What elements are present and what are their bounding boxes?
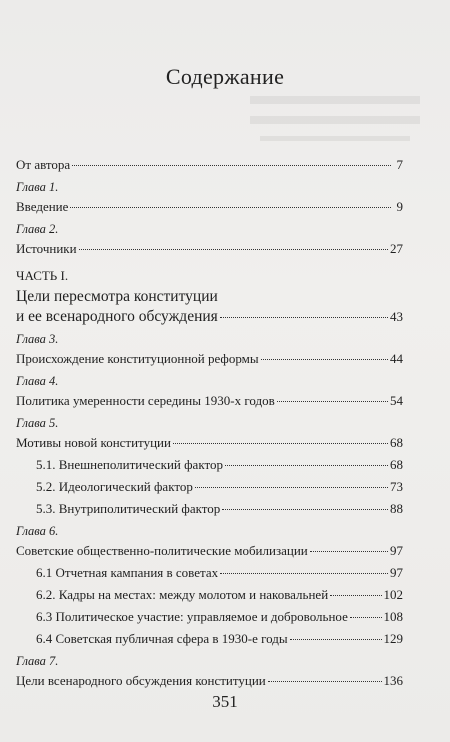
dot-leader: [79, 248, 388, 250]
toc-entry-section-6-2[interactable]: [16, 587, 403, 609]
toc-entry-label: Мотивы новой конституции: [16, 435, 171, 450]
toc-entry-chapter-1[interactable]: [16, 199, 403, 221]
toc-entry-label: 5.1. Внешнеполитический фактор: [36, 457, 223, 472]
toc-entry-page: 102: [383, 587, 403, 602]
dot-leader: [70, 206, 391, 208]
toc-entry-label: 5.2. Идеологический фактор: [36, 479, 193, 494]
dot-leader: [220, 316, 388, 318]
toc-entry-chapter-3[interactable]: [16, 351, 403, 373]
part-title-line: Цели пересмотра конституции: [16, 288, 218, 305]
page-title: Содержание: [165, 64, 285, 89]
dot-leader: [310, 550, 388, 552]
part-title: [16, 287, 403, 307]
table-of-contents: [16, 157, 403, 695]
toc-entry-page: 7: [396, 157, 403, 172]
part-heading: ЧАСТЬ I.: [16, 268, 69, 283]
toc-entry-page: 68: [390, 435, 403, 450]
chapter-heading: Глава 5.: [16, 416, 59, 430]
toc-entry-page: 43: [390, 309, 403, 324]
dot-leader: [290, 638, 382, 640]
toc-entry-page: 129: [383, 631, 403, 646]
toc-entry-label: Советские общественно-политические мобилизации: [16, 543, 308, 558]
chapter-heading: Глава 6.: [16, 524, 59, 538]
dot-leader: [261, 358, 388, 360]
bleed-through-mark: [250, 96, 420, 104]
part-title-line: и ее всенародного обсуждения: [16, 308, 218, 325]
toc-entry-section-5-2[interactable]: [16, 479, 403, 501]
toc-entry-chapter-5[interactable]: [16, 435, 403, 457]
toc-entry-page: 27: [390, 241, 403, 256]
toc-entry-author[interactable]: [16, 157, 403, 179]
toc-entry-section-6-1[interactable]: [16, 565, 403, 587]
toc-entry-page: 97: [390, 565, 403, 580]
toc-entry-section-6-4[interactable]: [16, 631, 403, 653]
dot-leader: [195, 486, 388, 488]
toc-entry-page: 136: [383, 673, 403, 688]
toc-entry-page: 44: [390, 351, 403, 366]
toc-entry-chapter-4[interactable]: [16, 393, 403, 415]
toc-entry-label: Введение: [16, 199, 69, 214]
toc-entry-label: Политика умеренности середины 1930-х годов: [16, 393, 275, 408]
dot-leader: [225, 464, 388, 466]
chapter-heading: Глава 2.: [16, 222, 59, 236]
toc-entry-label: 6.1 Отчетная кампания в советах: [36, 565, 219, 580]
toc-entry-chapter-6[interactable]: [16, 543, 403, 565]
dot-leader: [72, 164, 391, 166]
toc-entry-section-5-1[interactable]: [16, 457, 403, 479]
toc-entry-page: 97: [390, 543, 403, 558]
dot-leader: [350, 616, 382, 618]
toc-entry-section-5-3[interactable]: [16, 501, 403, 523]
toc-entry-label: 6.2. Кадры на местах: между молотом и наковальней: [36, 587, 329, 602]
chapter-heading: Глава 4.: [16, 374, 59, 388]
bleed-through-mark: [260, 136, 410, 141]
dot-leader: [268, 680, 382, 682]
toc-entry-part-1[interactable]: [16, 307, 403, 331]
dot-leader: [173, 442, 388, 444]
dot-leader: [222, 508, 388, 510]
toc-entry-label: Источники: [16, 241, 77, 256]
toc-entry-page: 88: [390, 501, 403, 516]
dot-leader: [330, 594, 381, 596]
toc-entry-label: Цели всенародного обсуждения конституции: [16, 673, 266, 688]
chapter-heading: Глава 1.: [16, 180, 59, 194]
toc-entry-label: Происхождение конституционной реформы: [16, 351, 259, 366]
toc-entry-page: 9: [396, 199, 403, 214]
toc-entry-label: 6.3 Политическое участие: управляемое и добровольное: [36, 609, 348, 624]
toc-entry-page: 54: [390, 393, 403, 408]
toc-entry-page: 108: [383, 609, 403, 624]
toc-entry-chapter-2[interactable]: [16, 241, 403, 263]
dot-leader: [220, 572, 388, 574]
toc-entry-label: 5.3. Внутриполитический фактор: [36, 501, 221, 516]
dot-leader: [277, 400, 388, 402]
bleed-through-mark: [250, 116, 420, 124]
toc-entry-page: 73: [390, 479, 403, 494]
toc-entry-page: 68: [390, 457, 403, 472]
chapter-heading: Глава 7.: [16, 654, 59, 668]
toc-entry-label: От автора: [16, 157, 71, 172]
toc-entry-section-6-3[interactable]: [16, 609, 403, 631]
chapter-heading: Глава 3.: [16, 332, 59, 346]
toc-entry-label: 6.4 Советская публичная сфера в 1930-е годы: [36, 631, 288, 646]
page-number: 351: [212, 692, 238, 711]
